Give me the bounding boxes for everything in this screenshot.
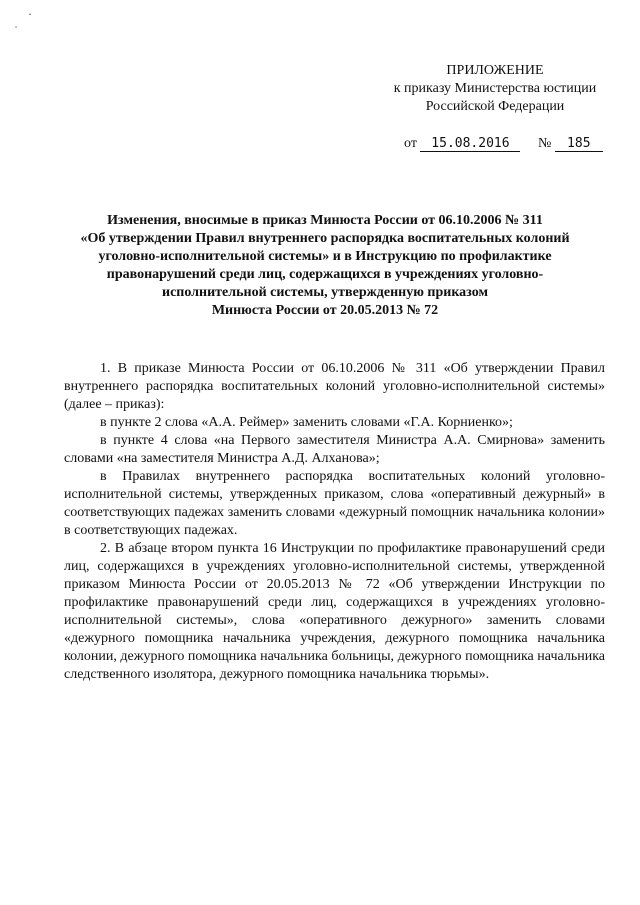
order-date: 15.08.2016 [420,136,520,152]
title-line: Изменения, вносимые в приказ Минюста России от 06.10.2006 № 311 [107,213,543,228]
paragraph-1: 1. В приказе Минюста России от 06.10.2006 № 311 «Об утверждении Правил внутреннего распорядка воспитательных колоний уголовно-исполнительной системы» (далее – приказ): [64,361,605,412]
date-prefix: от [404,136,417,151]
order-reference [404,136,603,152]
title-line: правонарушений среди лиц, содержащихся в учреждениях уголовно- [106,267,544,282]
order-number: 185 [555,136,603,152]
paragraph-item-4: в пункте 4 слова «на Первого заместителя Министра А.А. Смирнова» заменить словами «на заместителя Министра А.Д. Алханова»; [64,433,605,466]
title-line: исполнительной системы, утвержденную приказом [162,285,488,300]
appendix-federation-line: Российской Федерации [425,99,565,114]
scan-dot-mark: · [28,7,32,21]
appendix-order-line: к приказу Министерства юстиции [393,81,597,96]
title-line: «Об утверждении Правил внутреннего распорядка воспитательных колоний [80,231,570,246]
number-prefix: № [537,136,552,151]
document-title [70,212,580,320]
paragraph-rules: в Правилах внутреннего распорядка воспитательных колоний уголовно-исполнительной системы, утвержденных приказом, слова «оперативный дежурный» в соответствующих падежах заменить словами «дежурный помощник начальника колонии» в соответствующих падежах. [64,469,605,538]
appendix-header [380,62,610,116]
title-line: уголовно-исполнительной системы» и в Инструкцию по профилактике [98,249,552,264]
document-body [64,360,605,684]
scan-tick-mark: ˙ [14,23,18,37]
paragraph-item-2: в пункте 2 слова «А.А. Реймер» заменить словами «Г.А. Корниенко»; [100,415,513,430]
title-line: Минюста России от 20.05.2013 № 72 [211,303,439,318]
paragraph-2: 2. В абзаце втором пункта 16 Инструкции по профилактике правонарушений среди лиц, содержащихся в учреждениях уголовно-исполнительной системы, утвержденной приказом Минюста России от 20.05.2013 № 72 «Об утверждении Инструкции по профилактике правонарушений среди лиц, содержащихся в учреждениях уголовно-исполнительной системы», слова «оперативного дежурного» заменить словами «дежурного помощника начальника учреждения, дежурного помощника начальника колонии, дежурного помощника начальника больницы, дежурного помощника начальника следственного изолятора, дежурного помощника начальника тюрьмы». [64,541,605,682]
appendix-title: ПРИЛОЖЕНИЕ [446,63,544,78]
